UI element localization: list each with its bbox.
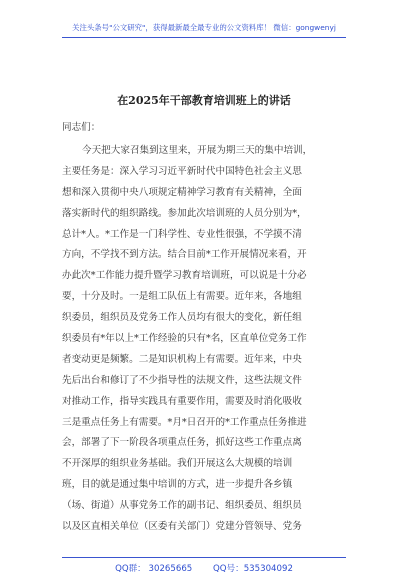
document-title: 在2025年干部教育培训班上的讲话 [117, 94, 291, 107]
body-line: 三是重点任务上有需要。*月*日召开的*工作重点任务推进 [62, 416, 307, 428]
body-line: 办此次*工作能力提升暨学习教育培训班，可以说是十分必 [62, 270, 307, 282]
header-divider [62, 37, 346, 38]
body-line: 总计*人。*工作是一门科学性、专业性很强，不学摸不清 [62, 228, 302, 240]
body-line: 今天把大家召集到这里来，开展为期三天的集中培训， [82, 145, 313, 156]
body-line: 落实新时代的组织路线。参加此次培训班的人员分别为*， [62, 207, 307, 219]
body-line: 想和深入贯彻中央八项规定精神学习教育有关精神，全面 [62, 186, 302, 198]
body-line: 织委员，组织员及党务工作人员均有很大的变化，新任组 [62, 312, 302, 324]
body-line: 先后出台和修订了不少指导性的法规文件，这些法规文件 [62, 374, 302, 386]
body-line: 方向，不学找不到方法。结合目前*工作开展情况来看，开 [62, 249, 307, 261]
qq-group-label: QQ群： 30265665 [115, 564, 193, 574]
body-line: 要，十分及时。一是组工队伍上有需要。近年来，各地组 [62, 291, 302, 303]
body-line: 不开深厚的组织业务基础。我们开展这么大规模的培训 [62, 458, 293, 470]
body-line: 对推动工作，指导实践具有重要作用，需要及时消化吸收 [62, 395, 302, 407]
body-line: 主要任务是：深入学习习近平新时代中国特色社会主义思 [62, 165, 302, 177]
body-line: 班，目的就是通过集中培训的方式，进一步提升各乡镇 [62, 479, 293, 491]
salutation: 同志们： [62, 122, 101, 133]
body-line: 会，部署了下一阶段各项重点任务，抓好这些工作重点离 [62, 437, 302, 449]
footer-contact [0, 562, 408, 574]
footer-divider [62, 557, 346, 558]
header-note: 关注头条号"公文研究"，获得最新最全最专业的公文资料库！ 微信：gongwenyj [72, 23, 336, 32]
body-line: 织委员有*年以上*工作经验的只有*名，区直单位党务工作 [62, 333, 307, 345]
body-line: 者变动更是频繁。二是知识机构上有需要。近年来，中央 [62, 353, 302, 365]
qq-number-label: QQ号：535304092 [213, 564, 293, 574]
body-line: （场、街道）从事党务工作的副书记、组织委员、组织员 [62, 500, 302, 512]
document-body [62, 141, 347, 538]
body-line: 以及区直相关单位（区委有关部门）党建分管领导、党务 [62, 521, 302, 533]
